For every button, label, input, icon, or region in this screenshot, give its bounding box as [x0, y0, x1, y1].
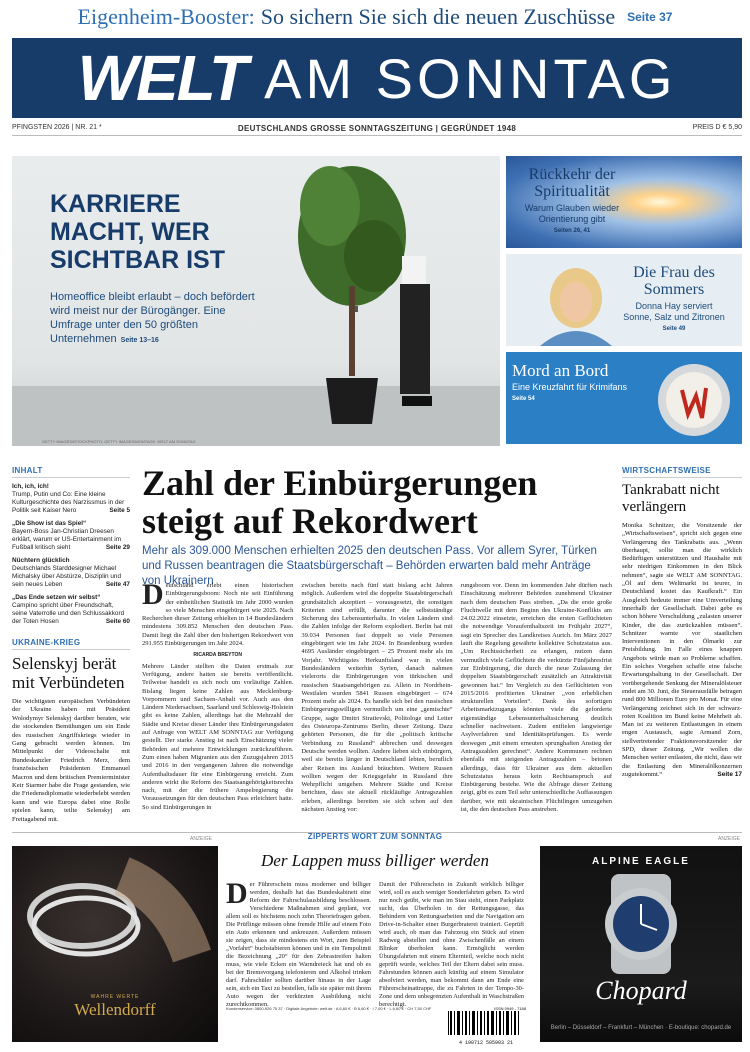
wirtschaft-page: Seite 17	[717, 770, 742, 778]
tagline: DEUTSCHLANDS GROSSE SONNTAGSZEITUNG | GEGRÜNDET 1948	[237, 124, 517, 133]
ukraine-headline[interactable]: Selenskyj berät mit Verbündeten	[12, 654, 125, 692]
price: PREIS D € 5,90	[692, 124, 742, 131]
barcode-icon	[446, 1011, 526, 1035]
side-teaser-title: Mord an Bord	[512, 361, 609, 380]
zippert-body	[226, 877, 524, 1008]
ukraine-text: Die wichtigsten europäischen Verbündeten der Ukraine haben mit Präsident Wolodymyr Selenskyj darüber beraten, wie die stockenden Bemühungen um ein Ende des russischen Angriffskriegs wieder in Gang gebracht werden können. Im Mittelpunkt der Videoschalte mit Bundeskanzler Friedrich Merz, dem französischen Präsidenten Emmanuel Macron und dem britischen Premierminister Keir Starmer habe die Frage gestanden, wie die Friedensdiplomatie wiederbelebt werden kann und wie Europa dabei eine Rolle spielen kann, teilte Selenskyj am Freitagabend mit.	[12, 698, 130, 823]
zippert-column-1	[226, 877, 371, 1008]
side-teaser-desc: Warum Glauben wieder Orientierung gibt	[524, 203, 620, 224]
inhalt-item-text: Deutschlands Starddesigner Michael Michalsky über Abstürze, Disziplin und sein neues Leben	[12, 565, 122, 588]
imprint: Kundenservice: 0800-926 75 37 · Digitale Angebote: welt.de · A 6,60 € · B 6,60 € · I 7,00 € · L 6,60 € · CH 7,50 CHF	[226, 1006, 432, 1011]
zippert-headline[interactable]: Der Lappen muss billiger werden	[261, 851, 489, 870]
wirtschaft-body: Monika Schnitzer, die Vorsitzende der „Wirtschaftsweisen“, spricht sich gegen eine Verlängerung des Tankrabatts aus. „Wenn überhaupt, sollte man die wirklich Bedürftigen unterstützen und Haushalte mit sehr niedrigen Einkommen in den Blick nehmen“, sagte sie WELT AM SONNTAG. „Öl auf dem Weltmarkt ist teurer, in Deutschland kostet das Kaufkraft.“ Ein Ausgleich bedeute immer eine Umverteilung innerhalb der Gesellschaft. Dabei gebe es schon höhere Verschuldung „zulasten unserer Kinder, die das zurückzahlen müssen“. Schnitzer warnte vor staatlichen Interventionen in den Ölmarkt zur Preisbildung. Im Falle eines knappen Angebots würde man so Probleme schaffen. Ein solches Vorgehen schaffe eine falsche Erwartungshaltung in der Gesellschaft. Der vorübergehende Senkung der Mineralölsteuer endet am 30. Juni, die Steuerausfälle betragen rund 800 Millionen Euro pro Monat. Für eine Verlängerung zeichnet sich in der schwarz-roten Koalition im Bund keine Mehrheit ab. Man ist zu weiteren Entlastungen in einem engen Austausch, sagte Armand Zorn, stellvertretender Fraktionsvorsitzender der SPD, dieser Zeitung. „Wir wollen die Menschen weiter entlasten, die nicht, dass wir die Entlastung den Mineralölkonzernen zugutekommt.“	[622, 522, 742, 778]
zippert-label: ZIPPERTS WORT ZUM SONNTAG	[307, 832, 443, 841]
side-teaser-mord-an-bord[interactable]	[506, 352, 742, 444]
left-column	[12, 466, 130, 824]
issn: ISSN 0949 - 7188	[494, 1006, 526, 1011]
teaser-page: Seite 37	[627, 10, 673, 24]
ukraine-label: UKRAINE-KRIEG	[12, 638, 130, 650]
inhalt-item[interactable]	[12, 483, 130, 515]
masthead-am-sonntag: AM SONNTAG	[264, 46, 677, 110]
side-teaser-desc: Donna Hay serviert Sonne, Salz und Zitronen	[623, 301, 725, 322]
donna-hay-photo	[526, 258, 626, 346]
main-body	[142, 578, 612, 822]
hero-page: Seite 13–16	[120, 337, 159, 344]
inhalt-item-head: Ich, ich, ich!	[12, 483, 49, 490]
hero-text-body: Homeoffice bleibt erlaubt – doch befördert wird meist nur der Bürogänger. Eine Umfrage unter den 50 größten Unternehmen	[50, 291, 255, 345]
inhalt-item-text: Campino spricht über Freundschaft, seine Vaterrolle und den Schlussakkord der Toten Hosen	[12, 602, 125, 625]
inhalt-item-head: „Das Ende setzen wir selbst“	[12, 594, 101, 601]
ad-wellendorff-brand: Wellendorff	[74, 1000, 156, 1019]
teaser-kicker: Eigenheim-Booster:	[77, 4, 255, 29]
ad-chopard-collection: ALPINE EAGLE	[592, 856, 690, 867]
side-teaser-title: Rückkehr der Spiritualität	[528, 166, 616, 200]
main-subheadline: Mehr als 309.000 Menschen erhielten 2025 den deutschen Pass. Vor allem Syrer, Türken und Russen beantragen die Staatsbürgerschaft – Behörden erwarten bald mehr Anträge von Ukrainern	[142, 545, 597, 587]
inhalt-item[interactable]	[12, 557, 130, 589]
inhalt-item-page: Seite 29	[105, 544, 130, 551]
wirtschaft-text	[622, 522, 742, 779]
hero-story[interactable]	[12, 156, 500, 446]
barcode	[446, 1006, 526, 1046]
hero-text	[50, 290, 260, 348]
main-headline[interactable]: Zahl der Einbürgerungen steigt auf Rekordwert	[142, 463, 538, 541]
issue-number: PFINGSTEN 2026 | NR. 21 *	[12, 124, 102, 131]
main-column-3: rungsboom vor. Denn im kommenden Jahr dürften nach Einschätzung mehrerer Behörden zunehmend Ukrainer nach dem deutschen Pass streben. „Da die erste große Fluchtwelle mit dem Beginn des Ukraine-Konflikts am 24.02.2022 einsetzte, erreichen die ersten Geflüchteten die notwendige Voraufenthaltszeit im Frühjahr 2027“, sagt ein Sprecher des Landkreises Aurich. Im März 2027 lauft die Regelung gewährte kollektive Schutzstatus aus. „Um Rechtssicherheit zu erlangen, nutzen dann vermutlich viele Geflüchtete die verkürzte Fünfjahresfrist zur Einbürgerung, die durch die neue Zulassung der doppelten Staatsbürgerschaft zusätzlich an Attraktivität gewonnen hat.“ Im Vergleich zu den Geflüchteten von 2015/2016 profitierten Ukrainer „von erheblichen strukturellen Vorteilen“. Dank des sofortigen Arbeitsmarktzugangs könnten viele die geforderte eigenständige Lebensunterhaltssicherung deutlich schneller nachweisen. Zudem entfielen langwierige Asylverfahren und Identitätsprüfungen. Es werde deswegen „mit einem erneuten sprunghaften Anstieg der Antragszahlen gerechnet“. Andere Kommunen rechnen ebenfalls mit steigenden Antragszahlen – betonen allerdings, dass für Ukrainer aus dem aktuellen Schutzstatus heraus kein Rechtsanspruch auf Einbürgerung bestehe. Wie die Abfrage dieser Zeitung zeigt, gibt es zum Teil sehr unterschiedliche Auffassungen darüber, wie mit ukrainischen Flüchtlingen umzugehen ist, die den deutschen Pass anstreben.	[460, 582, 612, 814]
side-teaser-text	[512, 166, 632, 234]
inhalt-item-page: Seite 5	[109, 507, 130, 514]
side-teaser-spiritualitaet[interactable]	[506, 156, 742, 248]
hero-photo-plant-man	[252, 156, 492, 446]
zippert-dropcap: D	[226, 877, 248, 910]
zippert-column-2: Damit der Führerschein in Zukunft wirklich billiger wird, soll es auch weniger Sonderfahrten geben. Es wird nur noch geübt, wie man im Stau steht, einen Parkplatz sucht, das Überholen in der Rettungsgasse, das Behindern von Rettungsarbeiten und die Navigation am Drive-in-Schalter einer Burgerbraterei trainiert. Geprüft wird auch, ob man das Fahrzeug ein Stück auf einen Radweg abstellen und ohne Zwischenfälle an einem Blinker überholen kann. Ermöglicht werden Übungsfahrten mit einem Elternteil, welche noch nicht geprüft wurde, welches Teil der Eltern dabei sein muss. Fahrstunden können auch künftig auf einem Simulator absolviert werden, man bekommt dann am Ende eine Führerscheinattrappe, die zu Fahrten in der Tempo-30-Zone und dem unbegrenzten Aufenthalt in Waschstraßen berechtigt.	[379, 881, 524, 1008]
inhalt-item-head: „Die Show ist das Spiel“	[12, 520, 87, 527]
main-byline: RICARDA BREYTON	[193, 652, 242, 659]
ad-wellendorff-tagline: WAHRE WERTE	[90, 994, 140, 1000]
ad-label-left: ANZEIGE	[190, 836, 212, 842]
inhalt-item-text: Bayern-Boss Jan-Christian Dreesen erklärt, warum er US-Entertainment im Fußball kritisch sieht	[12, 528, 122, 551]
watch-photo	[591, 874, 691, 974]
hero-headline: KARRIERE MACHT, WER SICHTBAR IST	[50, 190, 225, 274]
bracelet-photo	[22, 856, 212, 966]
ad-wellendorff[interactable]	[12, 846, 218, 1042]
inhalt-item-head: Nüchtern glücklich	[12, 557, 70, 564]
inhalt-label: INHALT	[12, 466, 130, 478]
hero-photo-credit: GETTY IMAGES/ISTOCKPHOTO; GETTY IMAGES/MONTAGE: WELT AM SONNTAG	[42, 439, 196, 444]
porthole-illustration	[652, 360, 736, 440]
ad-label-right: ANZEIGE	[718, 836, 740, 842]
zippert-column	[226, 832, 524, 1008]
side-teaser-page: Seiten 26, 41	[553, 228, 591, 234]
side-teaser-title: Die Frau des Sommers	[633, 264, 715, 298]
teaser-text: So sichern Sie sich die neuen Zuschüsse	[260, 4, 616, 29]
zippert-col1-text: er Führerschein muss moderner und billiger werden, deshalb hat das Bundeskabinett eine Reform der Fahrschulausbildung beschlossen. Verschiedene Maßnahmen sind geplant, vor allem soll es höchstens noch zehn Theoriefragen geben. Die Prüflinge müssen ohne fremde Hilfe auf einem Foto ein Auto erkennen und ankreuzen. Außerdem müssen sie zeigen, dass sie mindestens ein Wort, zum Beispiel „Vorfahrt“ buchstabieren können und in ein Tempolimit die Bezeichnung „20“ für den Zebrastreifen halten muss, wie viele Ecken ein Warndreieck hat und ob es bei der Bremsvorgang telefonieren und Alkohol trinken darf. Fahrschüler sollten darüber hinaus in der Lage sein, sich ein Taxi zu bestellen, falls sie später mit ihrem Auto wegen der verkürzten Ausbildung nicht zurechtkommen.	[226, 881, 371, 1008]
inhalt-item-page: Seite 47	[105, 581, 130, 588]
side-teaser-frau-des-sommers[interactable]	[506, 254, 742, 346]
inhalt-item-text: Trump, Putin und Co: Eine kleine Kulturgeschichte des Narzissmus in der Politik seit Kaiser Nero	[12, 491, 125, 514]
masthead	[12, 38, 742, 118]
side-teaser-desc: Eine Kreuzfahrt für Krimifans	[512, 382, 628, 392]
side-teaser-text	[620, 264, 728, 332]
ad-chopard-brand: Chopard	[595, 976, 687, 1005]
masthead-welt-logo: WELT	[77, 42, 247, 114]
side-teaser-text	[512, 362, 662, 402]
main-dropcap: D	[142, 578, 164, 611]
inhalt-item[interactable]	[12, 520, 130, 552]
side-teaser-page: Seite 49	[662, 326, 686, 332]
inhalt-item[interactable]	[12, 594, 130, 626]
main-col1-text-2: Mehrere Länder stellten die Daten erstmals zur Verfügung, andere hatten sie bereits veröffentlicht. Teilweise handelt es sich noch um vorläufige Zahlen. Bislang liegen keine Zahlen aus Mecklenburg-Vorpommern und Sachsen-Anhalt vor. Auch aus den Ländern Niedersachsen, Saarland und Schleswig-Holstein gibt es keine Zahlen, allerdings hat die Mehrzahl der Städte und Kreise dieser Länder ihre Einbürgerungsdaten auf Anfrage von WELT AM SONNTAG zur Verfügung gestellt. Der starke Anstieg ist nach Einschätzung vieler Behörden auf mehrere Entwicklungen zurückzuführen. Zum einen haben Migranten aus den Zuzugsjahren 2015 und 2016 in den vergangenen Jahren die notwendige Aufenthaltsdauer für eine Einbürgerung erreicht. Zum anderen wirkt die Reform des Staatsangehörigkeitsrechts nach, mit der die frühere Ampelregierung die Voraussetzungen für den deutschen Pass erleichtert hatte. So sind Einbürgerungen in	[142, 662, 294, 811]
right-column	[622, 466, 742, 779]
issue-meta-bar	[12, 122, 742, 136]
barcode-number: 4 190712 505903 21	[458, 1040, 513, 1046]
top-teaser[interactable]	[0, 0, 750, 34]
main-column-1	[142, 578, 294, 822]
side-teaser-page: Seite 54	[512, 396, 535, 402]
ad-chopard-locations: Berlin – Düsseldorf – Frankfurt – München · E-boutique: chopard.de	[550, 1025, 732, 1031]
main-column-2: zwischen bereits nach fünf statt bislang acht Jahren möglich. Außerdem wird die doppelte Staatsbürgerschaft grundsätzlich akzeptiert – vorausgesetzt, die sonstigen Kriterien sind erfüllt, darunter die selbstständige Sicherung des Lebensunterhalts. In vielen Ländern sind die Zahlen infolge der Reform explodiert. Berlin hat mit 39.034 Personen fast doppelt so viele Personen eingebürgert wie im Jahr 2024. In Brandenburg wurden 4695 Ausländer eingebürgert – 25 Prozent mehr als im Vorjahr. Wichtigstes Herkunftsland war in vielen Bundesländern weiterhin Syrien, danach nahmen vielerorts die Einbürgerungen von türkischen und russischen Staatsangehörigen zu. Allein in Nordrhein-Westfalen wurden 5841 Russen eingebürgert – 674 Prozent mehr als 2024. Es handle sich bei den russischen Einbürgerungswilligen vermutlich um eine „gemischte“ Gruppe, sagte Dmitri Stratievski, Politologe und Leiter des Osteuropa-Zentrums Berlin, dieser Zeitung. Dazu gehörten Personen, die für die „politisch kritische Verbindung zu Russland“ abbrechen und deswegen Deutsche werden wollten. Andere lieben sich einbürgern, weil sie bereits länger in Deutschland lebten, beruflich aber Reisen ins Ausland bräuchten. Weitere Russen wollten wegen der Kriegsgefahr in Russland ihre Wehrpflicht umgehen. Mehrere Städte und Kreise berichten, dass sie aktuell rückläufige Antragszahlen erleben, allerdings bereiten sie sich schon auf den nächsten Anstieg vor:	[301, 582, 453, 814]
inhalt-item-page: Seite 60	[105, 618, 130, 625]
ad-chopard[interactable]	[540, 846, 742, 1042]
main-col1-text: eutschland erlebt einen historischen Einbürgerungsboom: Noch nie seit Einführung der einheitlichen Statistik im Jahr 2000 wurden so viele Menschen eingebürgert wie 2025. Nach Recherchen dieser Zeitung erhielten in 14 Bundesländern mindestens 309.852 Menschen den deutschen Pass. Damit liegt die Zahl über den bisherigen Rekordwert von 291.955 Einbürgerungen im Jahr 2024.	[142, 582, 294, 648]
wirtschaft-label: WIRTSCHAFTSWEISE	[622, 466, 742, 478]
wirtschaft-headline[interactable]: Tankrabatt nicht verlängern	[622, 482, 720, 515]
